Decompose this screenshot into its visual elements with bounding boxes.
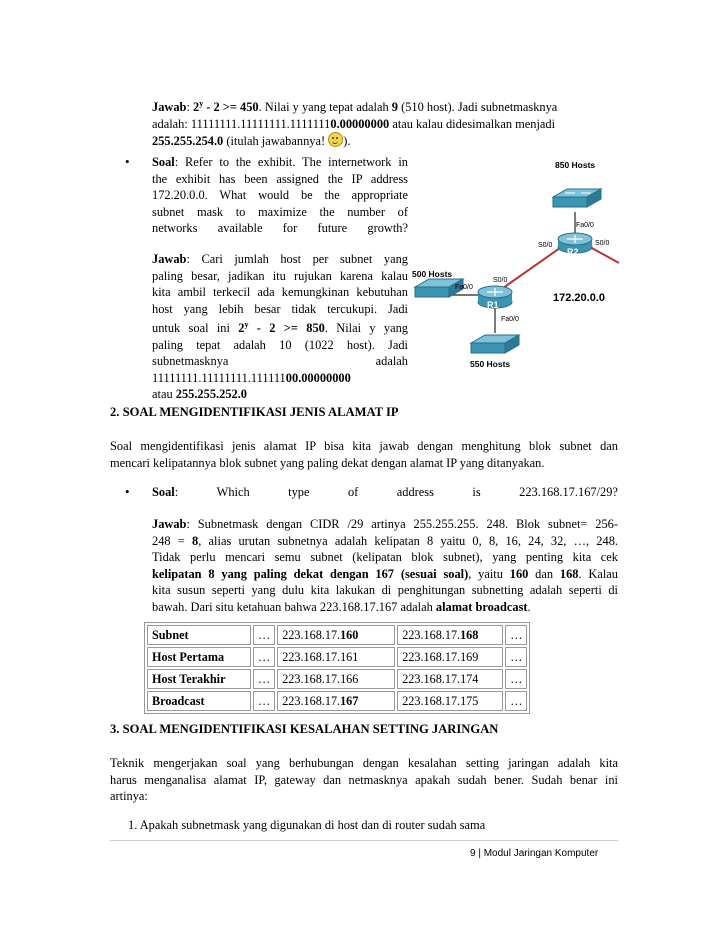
smiley-icon [328, 132, 343, 147]
section3-intro: Teknik mengerjakan soal yang berhubungan dengan kesalahan setting jaringan adalah kita harus menganalisa alamat IP, gateway dan netmasknya apakah sudah bener. Sudah benar ini artinya: [110, 756, 618, 803]
switch-550-icon [471, 335, 519, 353]
section3-heading: 3. SOAL MENGIDENTIFIKASI KESALAHAN SETTING JARINGAN [110, 722, 499, 736]
switch-850-icon [553, 189, 601, 207]
footer-title: Modul Jaringan Komputer [483, 848, 599, 859]
label-r2: R2 [567, 247, 579, 257]
table-row: Broadcast … 223.168.17.167 223.168.17.175 … [147, 691, 527, 711]
q1-jawab-label: Jawab [152, 100, 187, 115]
page-number: 9 [470, 848, 476, 859]
label-r2-fa: Fa0/0 [576, 222, 594, 229]
section2-intro: Soal mengidentifikasi jenis alamat IP bisa kita jawab dengan menghitung blok subnet dan mencari kelipatannya blok subnet yang paling dekat dengan alamat IP yang ditanyakan. [110, 439, 618, 470]
section2-jawab: Jawab: Subnetmask dengan CIDR /29 artinya 255.255.255. 248. Blok subnet= 256- 248 = 8, alias urutan subnetnya adalah kelipatan 8 yaitu 0, 8, 16, 24, 32, …, 248. Tidak perlu mencari semu subnet (kelipatan blok subnet), yang penting kita cek kelipatan 8 yang paling dekat dengan 167 (sesuai soal), yaitu 160 dan 168. Kalau kita susun seperti yang dulu kita lakukan di penghitungan subnetting adalah seperti di bawah. Dari situ ketahuan bahwa 223.168.17.167 adalah alamat broadcast. [152, 517, 619, 614]
bullet-icon: • [125, 484, 130, 499]
label-r2-s0b: S0/0 [595, 240, 610, 247]
table-row: Host Pertama … 223.168.17.161 223.168.17.169 … [147, 647, 527, 667]
label-r2-s0: S0/0 [538, 242, 553, 249]
q1-line3: 255.255.254.0 (itulah jawabannya! ). [152, 134, 351, 149]
label-r1-s00: S0/0 [493, 277, 508, 284]
q1-formula: 2$^y$ - 2 >= 450 [192, 99, 259, 115]
q1-answer [152, 96, 618, 150]
q2-jawab: Jawab: Cari jumlah host per subnet yang paling besar, jadikan itu rujukan karena kalau kita ambil terkecil ada kemungkinan kebutuhan host yang lebih besar tidak tercukupi. Jadi untuk soal ini 2$^y$ - 2 >= 850. Nilai y yang paling tepat adalah 10 (1022 host). Jadi subnetmasknya adalah 11111111.11111111.11111100.00000000 atau 255.255.252.0 [152, 252, 408, 402]
q2-soal: Soal: Refer to the exhibit. The internetwork in the exhibit has been assigned the IP address 172.20.0.0. What would be the appropriate subnet mask to maximize the number of networks available for future growth? [152, 155, 408, 235]
label-r1-fa01: Fa0/0 [501, 316, 519, 323]
q1-line1: Jawab: 2$^y$ - 2 >= 450. Nilai y yang tepat adalah 9 (510 host). Jadi subnetmasknya [152, 99, 558, 115]
table-row: Subnet … 223.168.17.160 223.168.17.168 … [147, 625, 527, 645]
footer: 9 | Modul Jaringan Komputer [470, 848, 599, 859]
label-network: 172.20.0.0 [553, 292, 605, 304]
subnet-table [144, 622, 530, 714]
q1-line2: adalah: 11111111.11111111.11111110.00000000 atau kalau didesimalkan menjadi [152, 116, 556, 131]
label-r1-fa00: Fa0/0 [455, 284, 473, 291]
label-550-hosts: 550 Hosts [470, 359, 511, 369]
network-diagram [405, 155, 620, 380]
label-r1: R1 [487, 300, 499, 310]
label-500-hosts: 500 Hosts [412, 269, 453, 279]
label-850-hosts: 850 Hosts [555, 160, 596, 170]
section2-heading: 2. SOAL MENGIDENTIFIKASI JENIS ALAMAT IP [110, 405, 399, 419]
subnet-table-wrap [144, 622, 530, 714]
footer-rule [110, 840, 618, 841]
bullet-icon: • [125, 154, 130, 169]
table-row: Host Terakhir … 223.168.17.166 223.168.17.174 … [147, 669, 527, 689]
section2-soal: Soal: Which type of address is 223.168.17.167/29? [152, 485, 618, 499]
section3-item1: 1. Apakah subnetmask yang digunakan di host dan di router sudah sama [128, 818, 486, 832]
